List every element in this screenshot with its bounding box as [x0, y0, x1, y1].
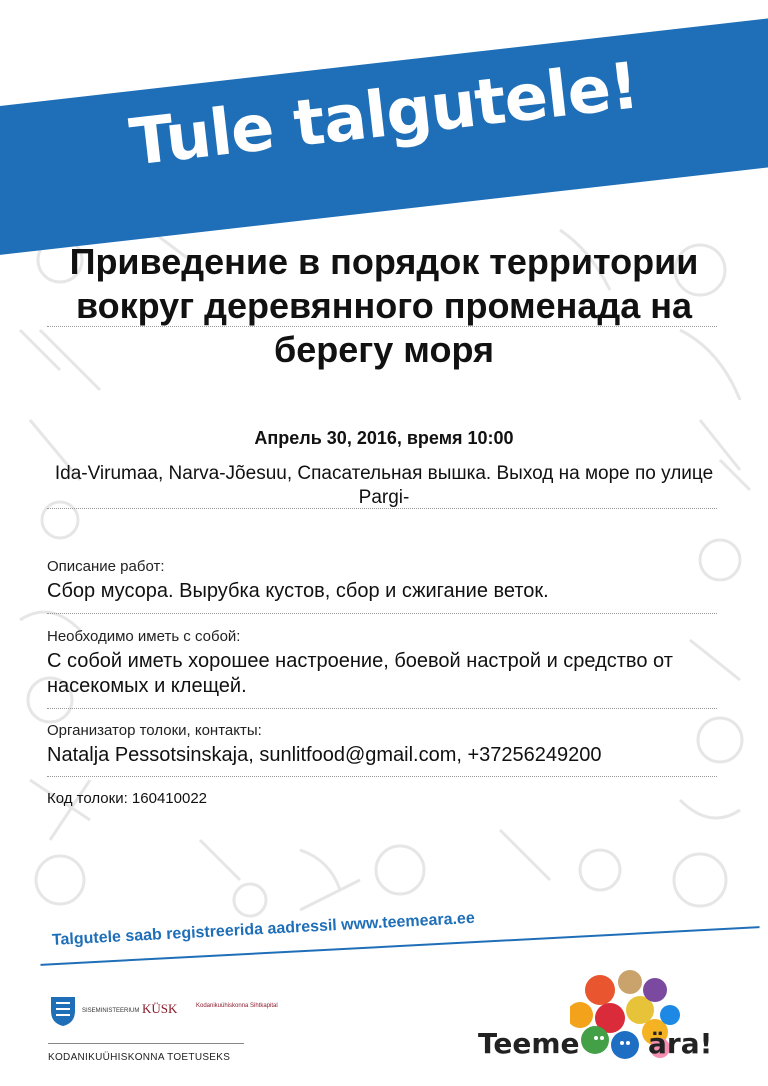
kusk-subtitle: Kodanikuühiskonna Sihtkapital: [196, 1003, 278, 1009]
divider: [47, 708, 717, 709]
bring-value: С собой иметь хорошее настроение, боевой настрой и средство от насекомых и клещей.: [47, 650, 673, 697]
divider: [47, 508, 717, 509]
support-text: KODANIKUÜHISKONNA TOETUSEKS: [48, 1052, 231, 1063]
logo-word-teeme: Teeme: [478, 1027, 580, 1060]
work-label: Описание работ:: [47, 558, 165, 575]
ministry-label: SISEMINISTEERIUM: [82, 1008, 140, 1014]
event-code: Код толоки: 160410022: [47, 790, 208, 807]
work-value: Сбор мусора. Вырубка кустов, сбор и сжигание веток.: [47, 580, 549, 602]
bring-label: Необходимо иметь с собой:: [47, 628, 241, 645]
banner-title: Tule talgutele!: [126, 49, 642, 181]
logo-word-ara: ära!: [648, 1027, 713, 1060]
bring-section: [47, 628, 717, 699]
work-section: [47, 558, 717, 604]
event-title: Приведение в порядок территории вокруг деревянного променада на берегу моря: [69, 241, 699, 370]
organizer-value: Natalja Pessotsinskaja, sunlitfood@gmail.com, +37256249200: [47, 744, 602, 766]
ministry-coat-of-arms-icon: [48, 995, 78, 1027]
organizer-section: [47, 722, 717, 768]
footer-rule: [48, 1043, 244, 1044]
divider: [47, 326, 717, 327]
divider: [47, 613, 717, 614]
event-location: Ida-Virumaa, Narva-Jõesuu, Спасательная вышка. Выход на море по улице Pargi-: [54, 463, 714, 508]
registration-text: Talgutele saab registreerida aadressil www.teemeara.ee: [51, 909, 476, 949]
kusk-logo: KÜSK: [142, 1001, 178, 1016]
organizer-label: Организатор толоки, контакты:: [47, 722, 262, 739]
event-date: Апрель 30, 2016, время 10:00: [254, 428, 514, 448]
divider: [47, 776, 717, 777]
